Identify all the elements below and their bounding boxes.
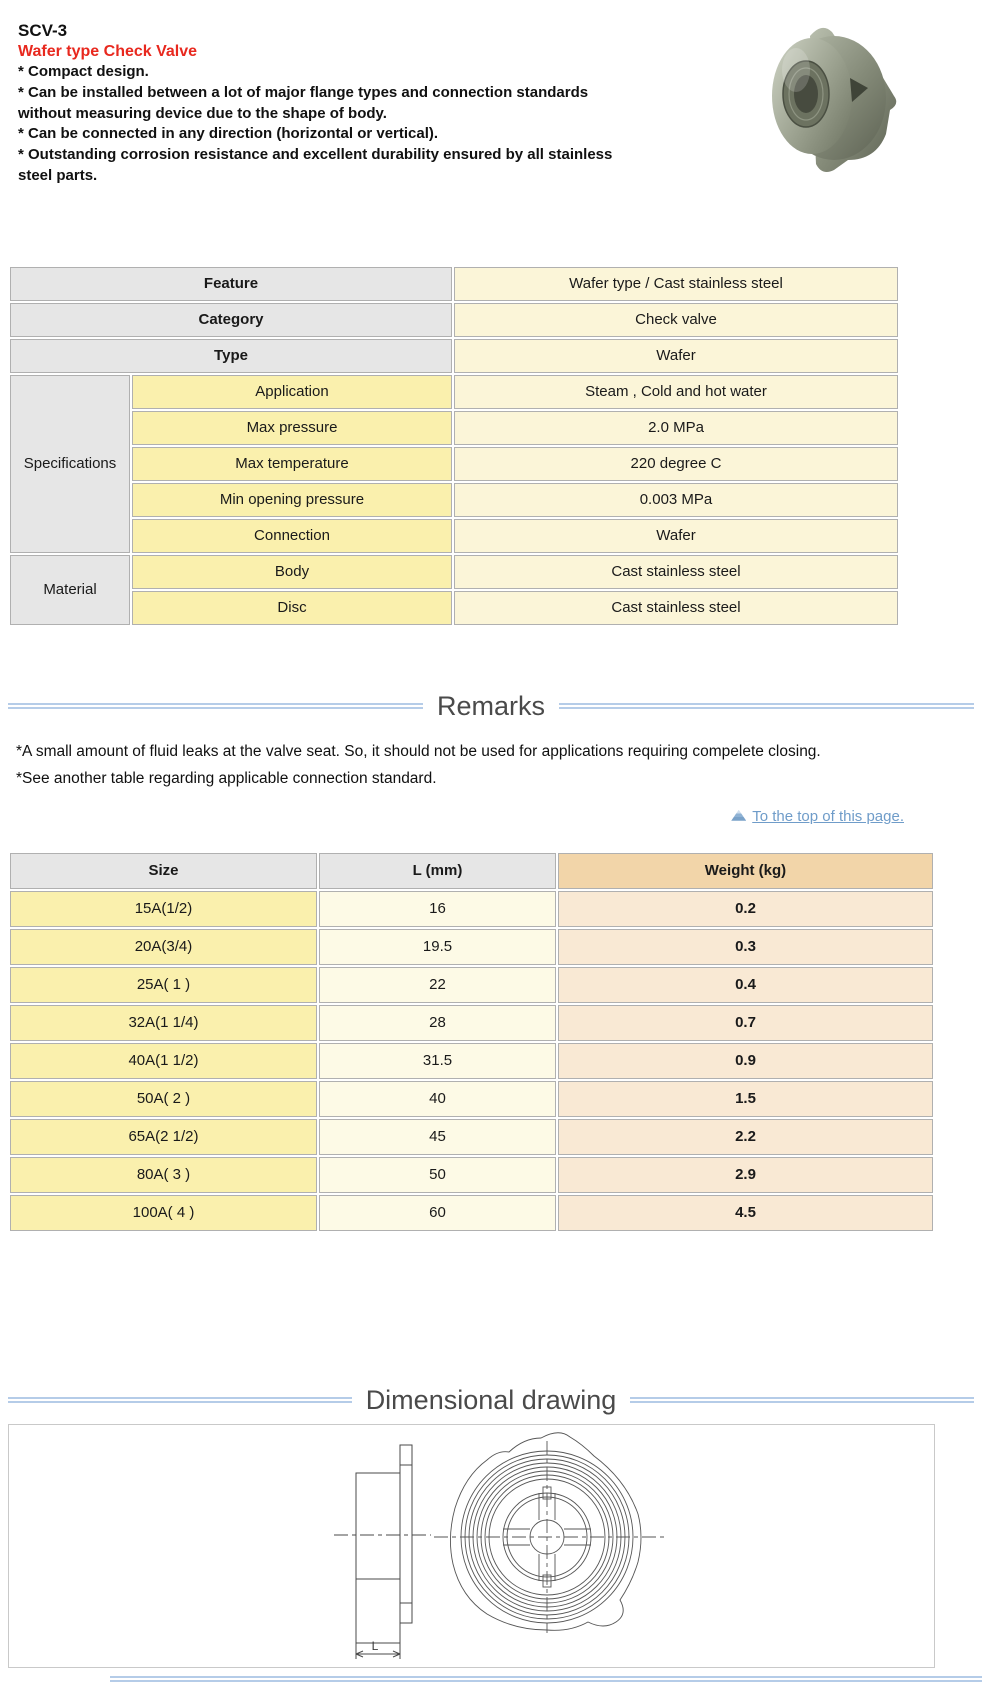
weight-cell: 2.2 xyxy=(558,1119,933,1155)
dimension-label: L xyxy=(371,1638,379,1653)
section-divider-line xyxy=(559,703,974,709)
weight-cell: 0.3 xyxy=(558,929,933,965)
remarks-notes xyxy=(16,738,982,792)
dimensional-drawing xyxy=(9,1425,934,1667)
section-divider-line xyxy=(8,1397,352,1403)
spec-table xyxy=(8,265,900,627)
weight-cell: 2.9 xyxy=(558,1157,933,1193)
weight-cell: 0.4 xyxy=(558,967,933,1003)
drawing-section-header xyxy=(8,1385,974,1416)
spec-value-cell: 220 degree C xyxy=(454,447,898,481)
feature-list xyxy=(18,62,618,187)
l-cell: 40 xyxy=(319,1081,556,1117)
page-title: SCV-3 xyxy=(18,21,68,40)
size-cell: 25A( 1 ) xyxy=(10,967,317,1003)
spec-value-cell: Wafer xyxy=(454,339,898,373)
spec-value-cell: Cast stainless steel xyxy=(454,555,898,589)
drawing-section-title: Dimensional drawing xyxy=(365,1384,617,1415)
weight-cell: 0.9 xyxy=(558,1043,933,1079)
spec-value-cell: Wafer xyxy=(454,519,898,553)
spec-header-cell: Type xyxy=(10,339,452,373)
weight-cell: 1.5 xyxy=(558,1081,933,1117)
l-cell: 19.5 xyxy=(319,929,556,965)
to-top-link[interactable]: To the top of this page. xyxy=(752,807,904,825)
spec-header-cell: Category xyxy=(10,303,452,337)
feature-item: * Outstanding corrosion resistance and excellent durability ensured by all stainless steel parts. xyxy=(18,146,613,184)
weight-cell: 0.2 xyxy=(558,891,933,927)
spec-label-cell: Application xyxy=(132,375,452,409)
remark-note: *See another table regarding applicable connection standard. xyxy=(16,769,437,787)
front-view-drawing xyxy=(434,1433,664,1633)
l-cell: 50 xyxy=(319,1157,556,1193)
size-column-header: Size xyxy=(10,853,317,889)
size-cell: 20A(3/4) xyxy=(10,929,317,965)
feature-item: * Can be installed between a lot of major flange types and connection standards without measuring device due to the shape of body. xyxy=(18,83,589,122)
spec-header-cell: Feature xyxy=(10,267,452,301)
feature-item: * Compact design. xyxy=(18,63,149,80)
spec-value-cell: Wafer type / Cast stainless steel xyxy=(454,267,898,301)
spec-value-cell: Cast stainless steel xyxy=(454,591,898,625)
remark-note: *A small amount of fluid leaks at the valve seat. So, it should not be used for applications requiring compelete closing. xyxy=(16,742,821,760)
spec-label-cell: Disc xyxy=(132,591,452,625)
l-cell: 16 xyxy=(319,891,556,927)
to-top-row xyxy=(0,808,982,825)
valve-photo-image xyxy=(750,18,910,176)
size-cell: 50A( 2 ) xyxy=(10,1081,317,1117)
remarks-section-title: Remarks xyxy=(437,690,546,721)
l-cell: 22 xyxy=(319,967,556,1003)
up-triangle-icon xyxy=(731,810,746,821)
spec-label-cell: Body xyxy=(132,555,452,589)
spec-label-cell: Max pressure xyxy=(132,411,452,445)
spec-value-cell: Check valve xyxy=(454,303,898,337)
l-cell: 45 xyxy=(319,1119,556,1155)
size-cell: 32A(1 1/4) xyxy=(10,1005,317,1041)
side-view-drawing xyxy=(334,1445,431,1659)
weight-column-header: Weight (kg) xyxy=(558,853,933,889)
weight-cell: 4.5 xyxy=(558,1195,933,1231)
size-cell: 100A( 4 ) xyxy=(10,1195,317,1231)
remarks-section-header xyxy=(8,691,974,722)
spec-group-cell: Material xyxy=(10,555,130,625)
valve-photo-shapes xyxy=(772,28,896,172)
size-cell: 40A(1 1/2) xyxy=(10,1043,317,1079)
size-cell: 65A(2 1/2) xyxy=(10,1119,317,1155)
product-header xyxy=(0,0,982,187)
l-cell: 28 xyxy=(319,1005,556,1041)
spec-value-cell: 2.0 MPa xyxy=(454,411,898,445)
size-table xyxy=(8,851,935,1233)
feature-item: * Can be connected in any direction (horizontal or vertical). xyxy=(18,125,439,143)
size-cell: 15A(1/2) xyxy=(10,891,317,927)
spec-label-cell: Max temperature xyxy=(132,447,452,481)
spec-value-cell: 0.003 MPa xyxy=(454,483,898,517)
section-divider-line xyxy=(8,703,423,709)
spec-group-cell: Specifications xyxy=(10,375,130,553)
l-cell: 60 xyxy=(319,1195,556,1231)
l-cell: 31.5 xyxy=(319,1043,556,1079)
size-cell: 80A( 3 ) xyxy=(10,1157,317,1193)
bottom-partial-divider xyxy=(110,1676,982,1682)
product-name: Wafer type Check Valve xyxy=(18,43,198,60)
l-column-header: L (mm) xyxy=(319,853,556,889)
weight-cell: 0.7 xyxy=(558,1005,933,1041)
spec-label-cell: Min opening pressure xyxy=(132,483,452,517)
spec-label-cell: Connection xyxy=(132,519,452,553)
dimensional-drawing-box xyxy=(8,1424,935,1668)
spec-value-cell: Steam , Cold and hot water xyxy=(454,375,898,409)
section-divider-line xyxy=(630,1397,974,1403)
